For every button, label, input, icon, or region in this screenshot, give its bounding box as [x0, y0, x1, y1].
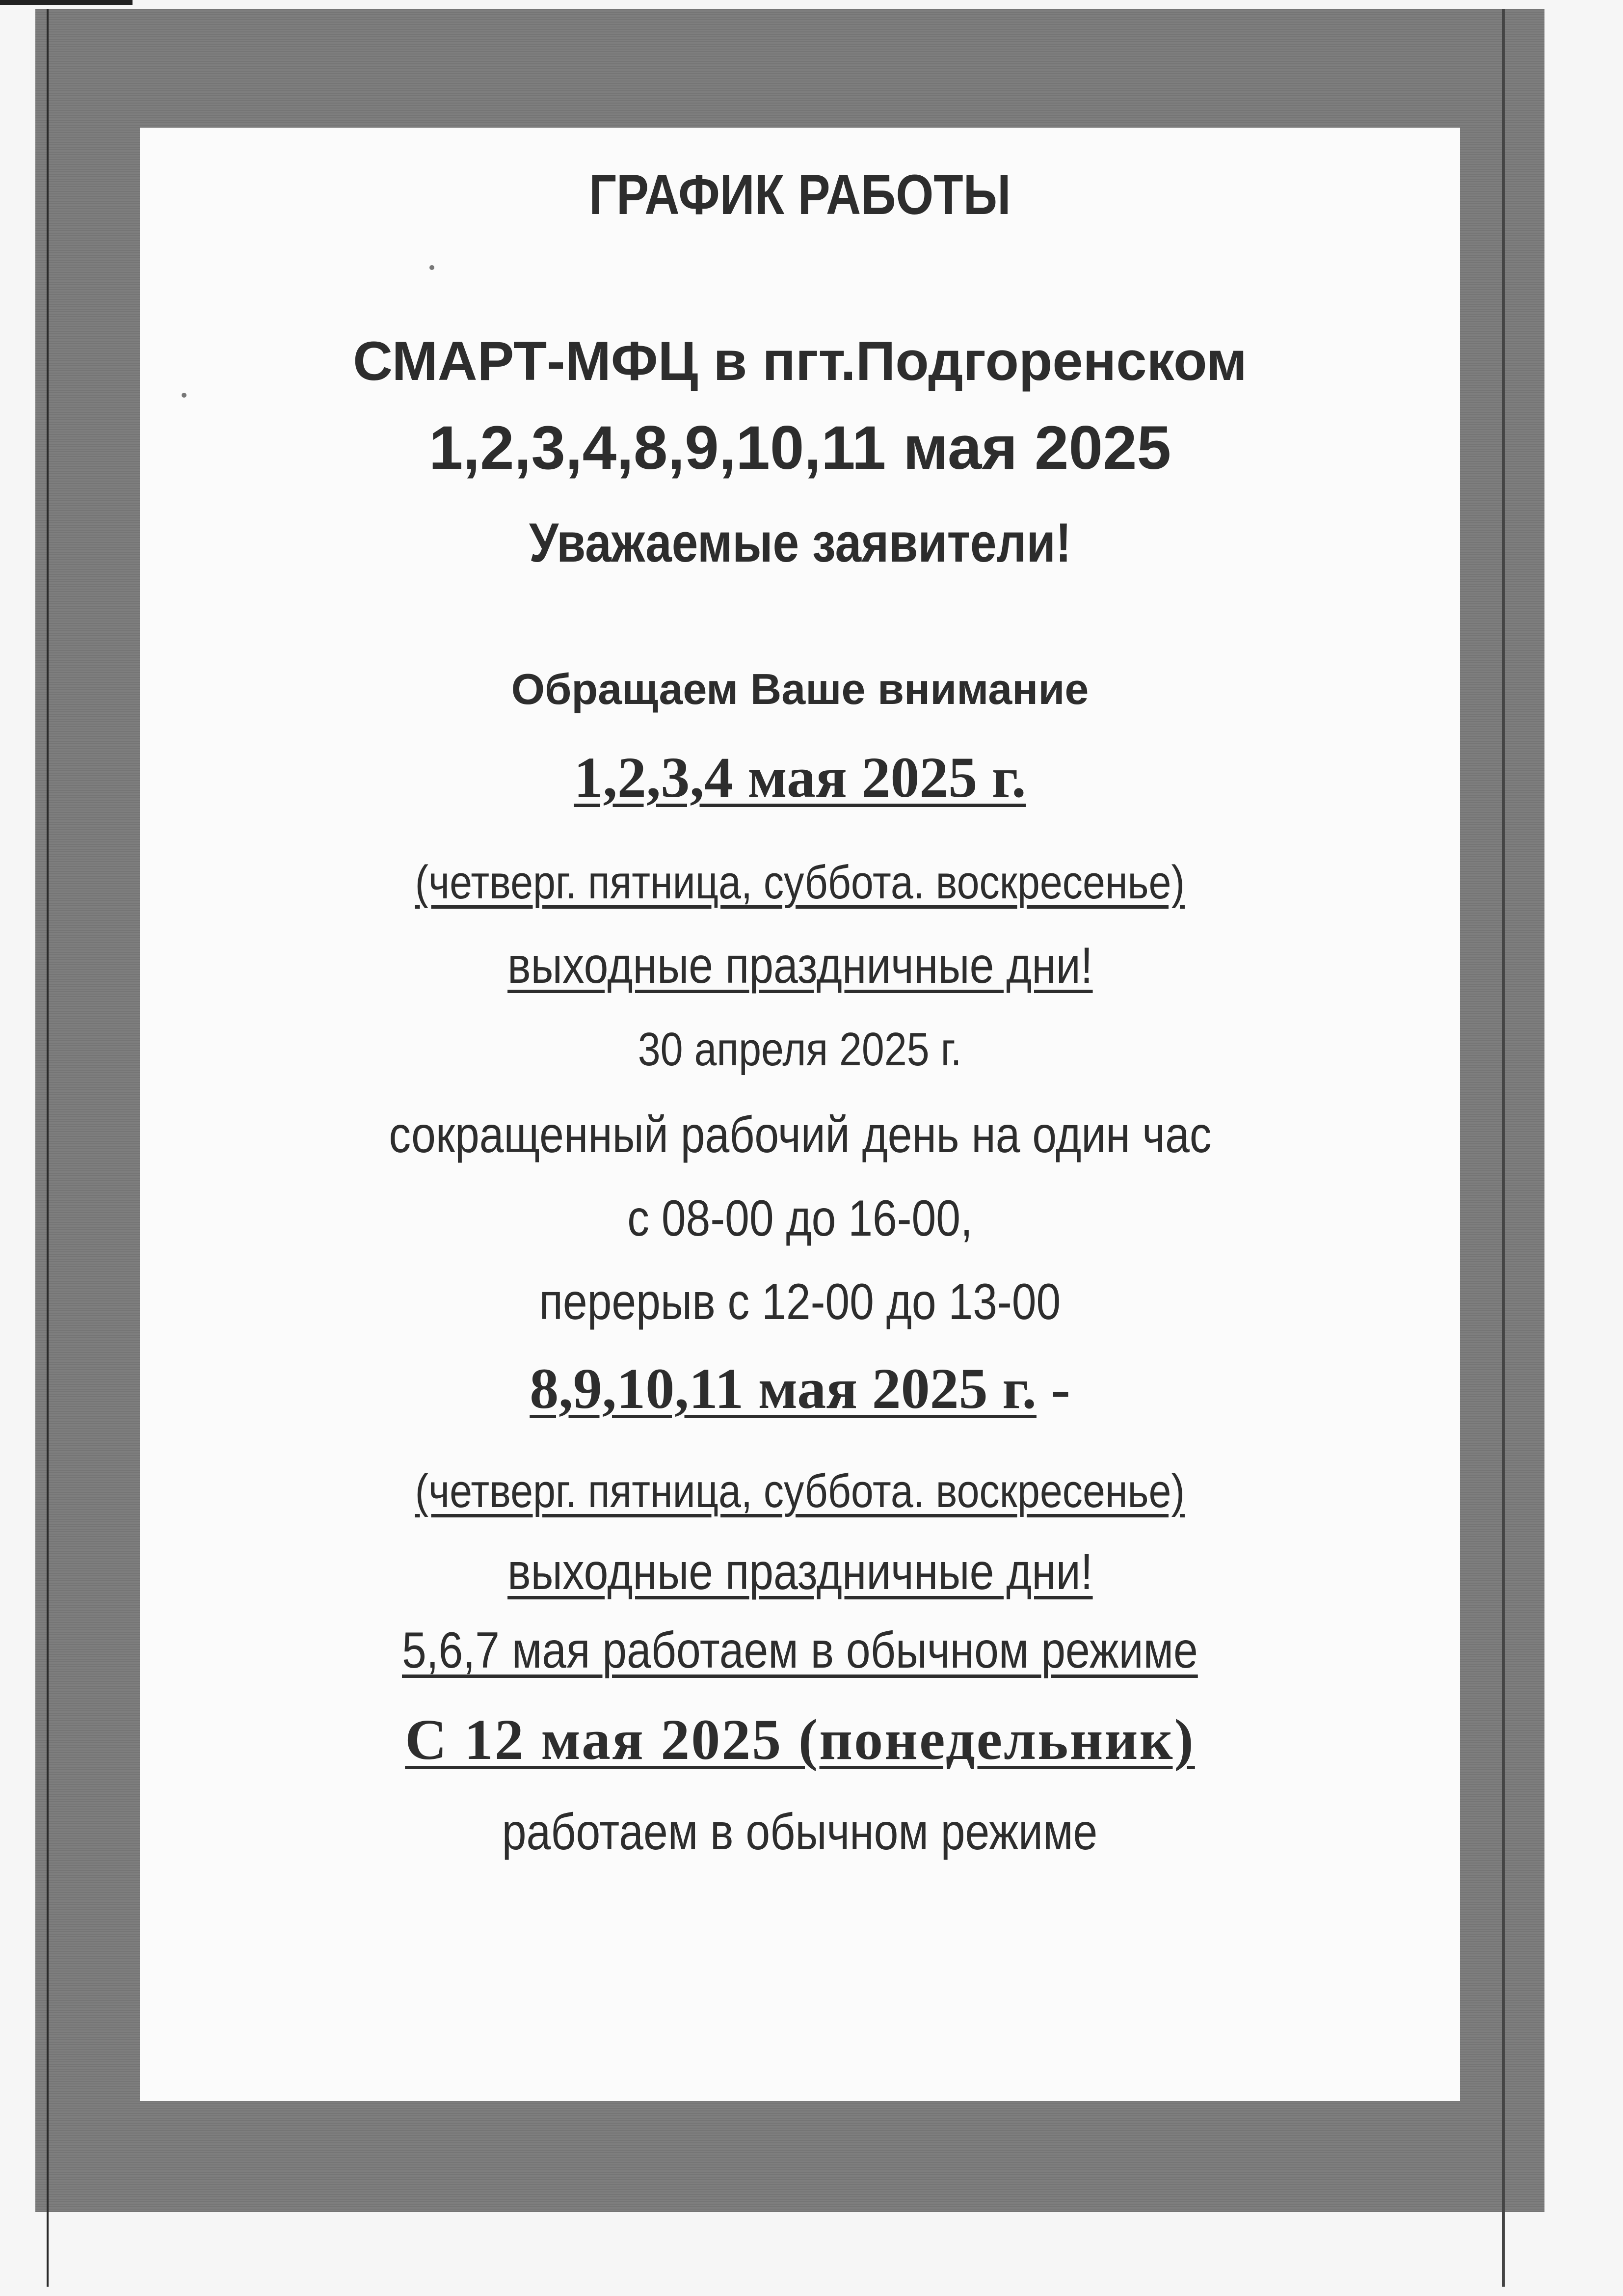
office-name: СМАРТ-МФЦ в пгт.Подгоренском: [353, 330, 1247, 392]
holiday-dates-1: [140, 745, 1460, 810]
from-date-text: С 12 мая 2025 (понедельник): [405, 1707, 1195, 1772]
holiday-dates-2-text: 8,9,10,11 мая 2025 г.: [530, 1356, 1037, 1421]
holiday-dates-2-dash: -: [1036, 1356, 1070, 1421]
from-date: [140, 1707, 1460, 1772]
short-day-hours: [140, 1190, 1460, 1247]
short-day-description: [140, 1109, 1460, 1161]
holiday-status-1-text: выходные праздничные дни!: [507, 937, 1093, 994]
short-day-break: [140, 1273, 1460, 1330]
short-day-description-text: сокращенный рабочий день на один час: [388, 1107, 1212, 1163]
holiday-weekdays-2-text: (четверг. пятница, суббота. воскресенье): [415, 1465, 1185, 1517]
holiday-weekdays-2: [140, 1465, 1460, 1517]
notice-heading: [140, 163, 1460, 226]
holiday-weekdays-1-text: (четверг. пятница, суббота. воскресенье): [415, 856, 1185, 909]
holiday-status-1: [140, 937, 1460, 994]
regular-days: [140, 1622, 1460, 1679]
greeting: [140, 512, 1460, 573]
short-day-hours-text: с 08-00 до 16-00,: [627, 1190, 973, 1247]
attention-line: Обращаем Ваше внимание: [511, 665, 1089, 713]
scan-speck: [182, 393, 186, 398]
greeting-text: Уважаемые заявители!: [529, 512, 1071, 573]
scan-corner-mark: [0, 0, 133, 5]
notice-heading-text: ГРАФИК РАБОТЫ: [589, 163, 1011, 226]
holiday-status-2: [140, 1543, 1460, 1600]
scan-speck: [429, 265, 434, 270]
holiday-weekdays-1: [140, 856, 1460, 909]
short-day-break-text: перерыв с 12-00 до 13-00: [539, 1273, 1061, 1330]
holiday-status-2-text: выходные праздничные дни!: [507, 1543, 1093, 1600]
short-day-date-text: 30 апреля 2025 г.: [638, 1023, 962, 1076]
schedule-dates: 1,2,3,4,8,9,10,11 мая 2025: [428, 414, 1171, 482]
holiday-dates-2: [140, 1356, 1460, 1421]
regular-days-text: 5,6,7 мая работаем в обычном режиме: [402, 1622, 1198, 1679]
short-day-date: [140, 1023, 1460, 1076]
regular-mode-text: работаем в обычном режиме: [502, 1804, 1098, 1861]
regular-mode: [140, 1804, 1460, 1861]
notice-sheet: [140, 128, 1460, 2101]
scan-frame-edge-right: [1502, 9, 1505, 2287]
scan-frame-edge-left: [47, 9, 49, 2287]
holiday-dates-1-text: 1,2,3,4 мая 2025 г.: [574, 745, 1026, 810]
